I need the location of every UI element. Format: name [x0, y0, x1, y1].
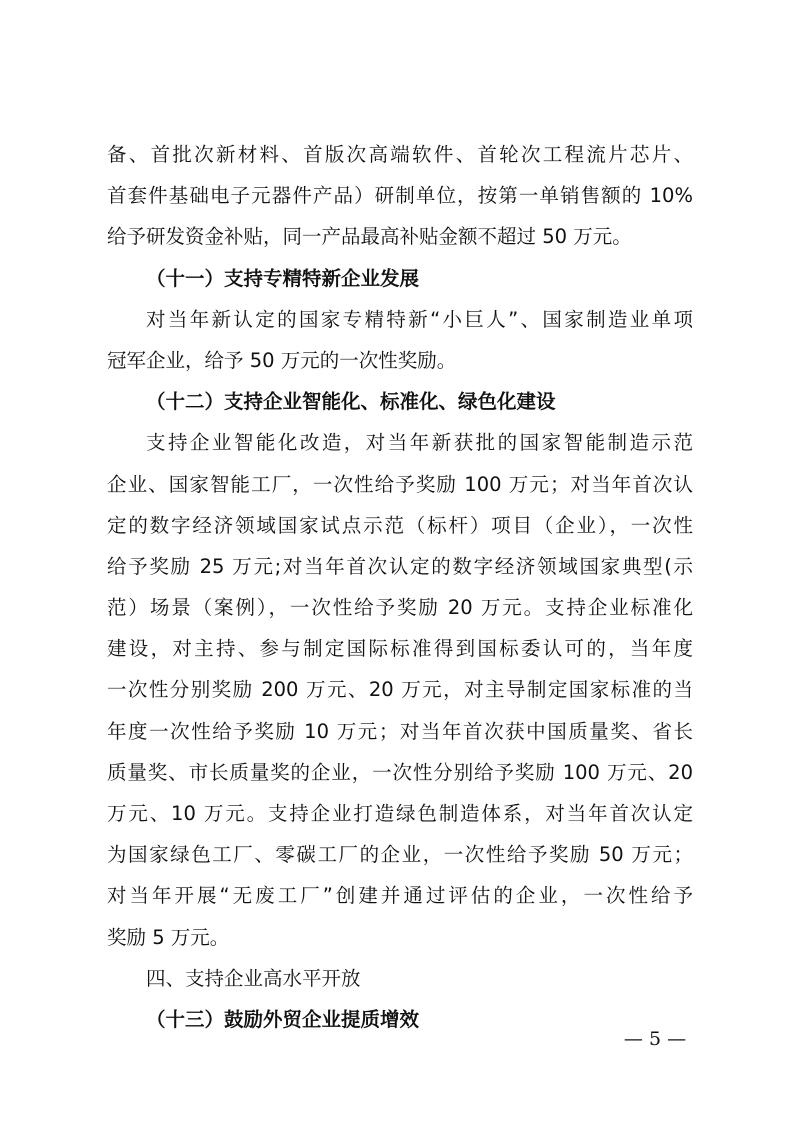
paragraph-line: 首套件基础电子元器件产品）研制单位，按第一单销售额的 10%: [107, 184, 693, 208]
page-number: — 5 —: [623, 1028, 687, 1050]
paragraph-line: 万元、10 万元。支持企业打造绿色制造体系，对当年首次认定: [107, 802, 693, 825]
paragraph-line: 冠军企业，给予 50 万元的一次性奖励。: [107, 348, 457, 372]
body-text: [107, 134, 693, 1040]
paragraph-line: 范）场景（案例），一次性给予奖励 20 万元。支持企业标准化: [107, 596, 693, 620]
paragraph-line: 质量奖、市长质量奖的企业，一次性分别给予奖励 100 万元、20: [107, 760, 693, 784]
paragraph-line: 定的数字经济领域国家试点示范（标杆）项目（企业），一次性: [107, 513, 693, 537]
paragraph-line: 给予研发资金补贴，同一产品最高补贴金额不超过 50 万元。: [107, 225, 632, 249]
paragraph-line: 备、首批次新材料、首版次高端软件、首轮次工程流片芯片、: [107, 143, 693, 166]
paragraph-line: 建设，对主持、参与制定国际标准得到国标委认可的，当年度: [107, 637, 693, 661]
paragraph-line: 奖励 5 万元。: [107, 925, 230, 949]
paragraph-line: 企业、国家智能工厂，一次性给予奖励 100 万元；对当年首次认: [107, 472, 693, 496]
paragraph-line: 年度一次性给予奖励 10 万元；对当年首次获中国质量奖、省长: [107, 719, 693, 743]
paragraph-line: 一次性分别奖励 200 万元、20 万元，对主导制定国家标准的当: [107, 678, 693, 702]
section-heading: （十一）支持专精特新企业发展: [146, 266, 420, 290]
chapter-heading: 四、支持企业高水平开放: [146, 966, 361, 990]
paragraph-line: 对当年新认定的国家专精特新“小巨人”、国家制造业单项: [146, 307, 693, 331]
paragraph-line: 对当年开展“无废工厂”创建并通过评估的企业，一次性给予: [107, 884, 693, 908]
paragraph-line: 为国家绿色工厂、零碳工厂的企业，一次性给予奖励 50 万元；: [107, 843, 693, 867]
section-heading: （十三）鼓励外贸企业提质增效: [146, 1007, 420, 1031]
paragraph-line: 给予奖励 25 万元;对当年首次认定的数字经济领域国家典型(示: [107, 554, 693, 578]
section-heading: （十二）支持企业智能化、标准化、绿色化建设: [146, 390, 556, 414]
paragraph-line: 支持企业智能化改造，对当年新获批的国家智能制造示范: [146, 431, 693, 455]
